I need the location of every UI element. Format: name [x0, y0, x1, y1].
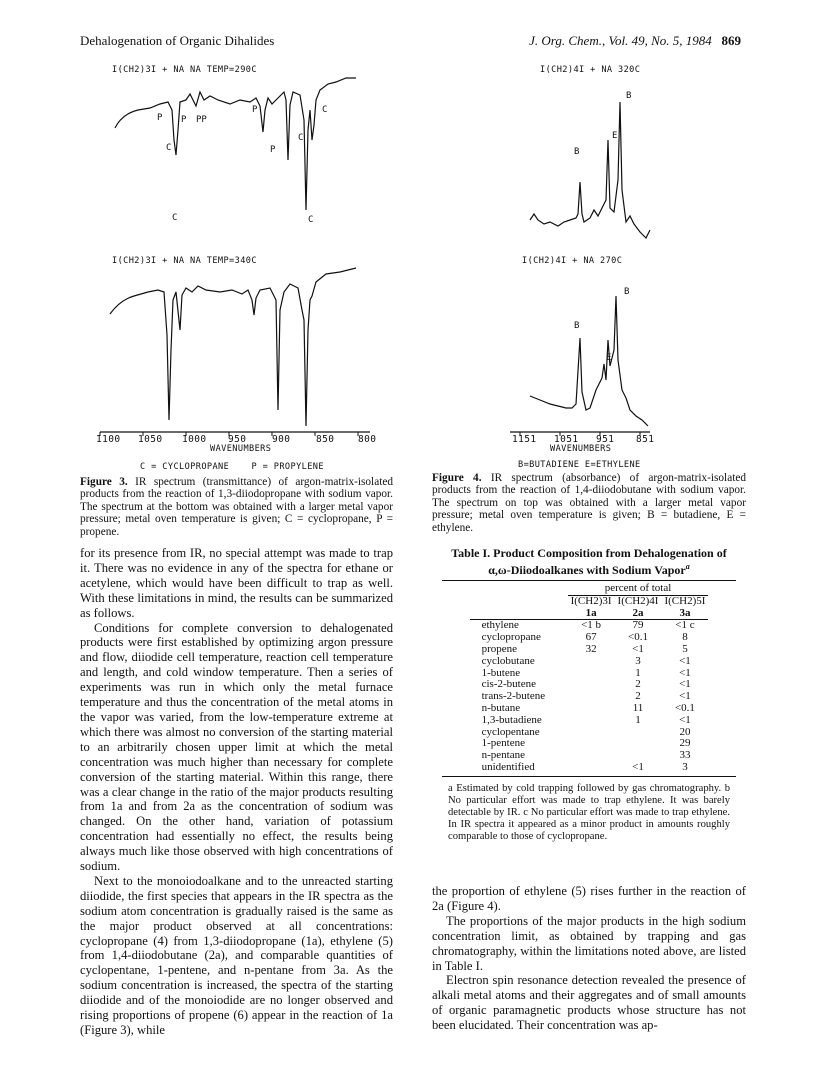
table-cell: 2 [635, 678, 641, 691]
peak-label: C [298, 133, 304, 143]
table-cell: <0.1 [674, 701, 695, 714]
peak-label: C [308, 215, 314, 225]
peak-label: C [322, 105, 328, 115]
row-label: unidentified [481, 760, 535, 773]
journal-citation: J. Org. Chem., Vol. 49, No. 5, 1984 869 [529, 33, 741, 48]
table-rows [470, 620, 709, 774]
table-row [470, 703, 709, 715]
paragraph: Electron spin resonance detection revealed the presence of alkali metal atoms and their aggregates and of small amounts of organic paramagnetic products whose structure has not been elucidated. Their concentration was ap- [432, 973, 746, 1033]
table-cell: <1 b [581, 619, 602, 632]
table-body [470, 583, 709, 774]
column-id: 3a [679, 606, 691, 619]
row-label: ethylene [481, 619, 519, 632]
table-cell: <1 [632, 760, 644, 773]
table-cell: 3 [682, 760, 688, 773]
fig3-bottom-spectrum [100, 260, 400, 440]
table-cell: 79 [632, 619, 644, 632]
fig3-top-spectrum [100, 70, 400, 240]
row-label: 1-butene [481, 666, 521, 679]
row-label: n-pentane [481, 749, 525, 762]
table-cell [568, 691, 615, 703]
table-cell: 33 [679, 749, 691, 762]
table-cell: <1 c [675, 619, 695, 632]
fig3-caption: Figure 3. IR spectrum (transmittance) of argon-matrix-isolated products from the reaction of 1,3-diiodopropane with sodium vapor. The spectrum at the bottom was obtained with a larger metal vapor pressure; metal oven temperature is given; C = cyclopropane, P = propene. [80, 476, 394, 538]
peak-label: C [166, 143, 172, 153]
table-cell: <0.1 [628, 631, 648, 644]
peak-label: P [157, 113, 163, 123]
row-label: cyclopropane [481, 631, 541, 644]
table-cell: <1 [679, 713, 691, 726]
table-group-header: percent of total [568, 583, 709, 595]
fig4-top-label: I(CH2)4I + NA 320C [540, 65, 641, 75]
table-cell: 20 [679, 725, 691, 738]
table-cell [568, 715, 615, 727]
table-cell [568, 762, 615, 774]
table-row [470, 656, 709, 668]
table-cell: 5 [682, 642, 688, 655]
table-row [470, 715, 709, 727]
fig4-bottom-trace [530, 296, 648, 426]
table-cell [568, 750, 615, 762]
fig4-bottom-label: I(CH2)4I + NA 270C [522, 256, 623, 266]
table-cell [615, 727, 662, 739]
table-cell [568, 727, 615, 739]
table-1 [432, 546, 746, 843]
paragraph: Next to the monoiodoalkane and to the unreacted starting diiodide, the first species that appears in the IR spectra as the sodium atom concentration is gradually raised is the same as the major product observed at all concentrations: cyclopropane (4) from 1,3-diiodopropane (1a), ethylene (5) from 1,4-diiodobutane (2a), and comparable quantities of cyclopentane, 1-pentene, and n-pentane from 3a. As the sodium concentration is increased, the spectra of the starting diiodide and of the monoiodide are no longer observed and rising proportions of propene (6) appear in the reaction of 1a (Figure 3), while [80, 873, 393, 1037]
column-header: I(CH2)5I [664, 594, 706, 607]
row-label: cyclopentane [481, 725, 540, 738]
peak-label: C [172, 213, 178, 223]
row-label: 1,3-butadiene [481, 713, 542, 726]
peak-label: E [606, 353, 612, 363]
paragraph: Conditions for complete conversion to dehalogenated products were first established by optimizing argon pressure and flow, diiodide cell temperature, reaction cell temperature and length, and cold window temperature. Then a series of experiments was run in which only the metal furnace temperature and thus the concentration of the metal atoms in the vapor was varied, from the low-temperature extreme at which there was almost no conversion of the starting material to an arbitrarily chosen upper limit at which the metal concentration was much higher than necessary for complete conversion of the starting material. Within this range, there was a clear change in the ratio of the major products resulting from 1a and from 2a as the concentration of sodium was changed. On the other hand, variation of potassium concentration had essentially no effect, the results being always much like those observed with high concentrations of sodium. [80, 620, 393, 874]
table-cell: 2 [635, 690, 641, 703]
paragraph: the proportion of ethylene (5) rises further in the reaction of 2a (Figure 4). [432, 884, 746, 913]
table-cell [568, 656, 615, 668]
table-cell: 32 [585, 642, 597, 655]
fig4-top-spectrum [520, 80, 680, 250]
peak-label: P [181, 115, 187, 125]
table-cell [615, 738, 662, 750]
table-cell: 3 [635, 654, 641, 667]
table-cell [568, 679, 615, 691]
column-id: 1a [585, 606, 597, 619]
peak-label: B [626, 91, 632, 101]
table-row [470, 762, 709, 774]
row-label: propene [481, 642, 518, 655]
table-cell: 8 [682, 631, 688, 644]
row-label: n-butane [481, 701, 521, 714]
fig4-x-axis-label: WAVENUMBERS [550, 444, 612, 454]
table-footnote: a Estimated by cold trapping followed by gas chromatography. b No particular effort was made to trap ethylene. It was barely detectable by IR. c No particular effort was made to trap ethylene. In IR spectra it appeared as a minor product in amounts roughly comparable to those of cyclopropane. [448, 782, 730, 842]
table-cell: 1 [635, 666, 641, 679]
table-cell: <1 [632, 642, 644, 655]
table-cell: 67 [585, 631, 597, 644]
row-label: cis-2-butene [481, 678, 536, 691]
row-label: trans-2-butene [481, 690, 546, 703]
row-label: 1-pentene [481, 737, 525, 750]
table-cell: 1 [635, 713, 641, 726]
column-header: I(CH2)3I [570, 594, 612, 607]
peak-label: B [574, 321, 580, 331]
fig3-top-trace [115, 78, 356, 210]
left-column-text [80, 546, 393, 1038]
peak-label: PP [196, 115, 207, 125]
fig3-bottom-trace [110, 268, 356, 426]
table-cell: 29 [679, 737, 691, 750]
peak-label: B [574, 147, 580, 157]
right-column-text [432, 884, 746, 1033]
table-cell [568, 703, 615, 715]
table-row [470, 644, 709, 656]
fig3-top-label: I(CH2)3I + NA NA TEMP=290C [112, 65, 257, 75]
fig4-top-trace [530, 102, 650, 238]
table-cell [568, 738, 615, 750]
table-cell: <1 [679, 666, 691, 679]
fig4-bottom-spectrum [510, 280, 670, 440]
running-header: Dehalogenation of Organic Dihalides [80, 33, 275, 48]
peak-label: P [270, 145, 276, 155]
table-title: Table I. Product Composition from Dehalogenation of α,ω-Diiodoalkanes with Sodium Vapor$^a$ [451, 546, 727, 577]
table-cell [568, 668, 615, 680]
fig3-legend: C = CYCLOPROPANE P = PROPYLENE [140, 462, 324, 472]
row-label: cyclobutane [481, 654, 535, 667]
table-cell: <1 [679, 654, 691, 667]
fig3-x-axis-label: WAVENUMBERS [210, 444, 272, 454]
table-cell: <1 [679, 690, 691, 703]
table-cell: <1 [679, 678, 691, 691]
fig4-legend: B=BUTADIENE E=ETHYLENE [518, 460, 641, 470]
column-id: 2a [632, 606, 644, 619]
peak-label: E [612, 131, 618, 141]
paragraph: The proportions of the major products in the high sodium concentration limit, as obtained by trapping and gas chromatography, within the limitations noted above, are listed in Table I. [432, 913, 746, 973]
table-cell: 11 [632, 701, 644, 714]
peak-label: P [252, 105, 258, 115]
peak-label: B [624, 287, 630, 297]
fig4-caption: Figure 4. IR spectrum (absorbance) of argon-matrix-isolated products from the reaction of 1,4-diiodobutane with sodium vapor. The spectrum on top was obtained with a larger metal vapor pressure; metal oven temperature is given; B = butadiene, E = ethylene. [432, 472, 747, 534]
fig3-bottom-label: I(CH2)3I + NA NA TEMP=340C [112, 256, 257, 266]
paragraph: for its presence from IR, no special attempt was made to trap it. There was no evidence in any of the spectra for ethane or acetylene, which would have been difficult to trap as well. With these limitations in mind, the results can be summarized as follows. [80, 546, 393, 620]
column-header: I(CH2)4I [617, 594, 659, 607]
